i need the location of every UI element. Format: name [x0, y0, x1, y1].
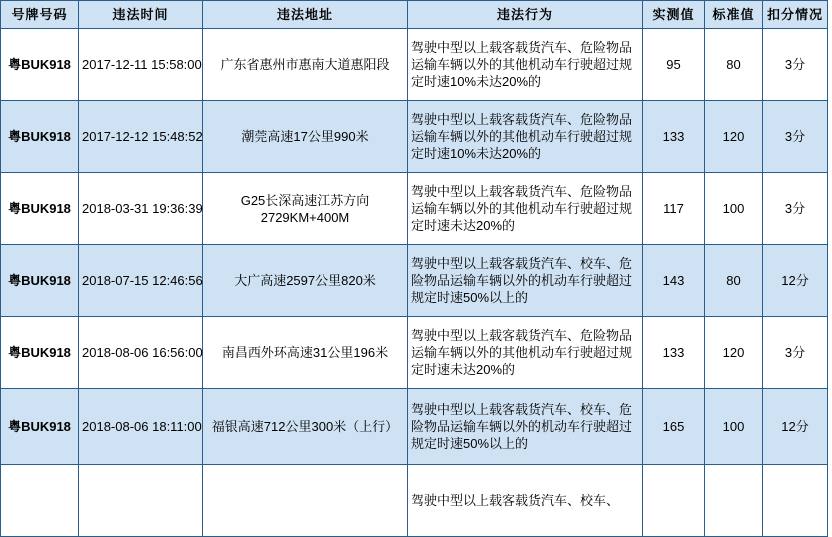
cell-address: 福银高速712公里300米（上行）	[203, 389, 408, 465]
cell-behavior: 驾驶中型以上载客载货汽车、危险物品运输车辆以外的其他机动车行驶超过规定时速未达20%的	[408, 173, 643, 245]
cell-address: 广东省惠州市惠南大道惠阳段	[203, 29, 408, 101]
cell-address	[203, 465, 408, 537]
cell-address: G25长深高速江苏方向2729KM+400M	[203, 173, 408, 245]
cell-measured	[643, 465, 705, 537]
table-row	[1, 173, 828, 245]
cell-behavior: 驾驶中型以上载客载货汽车、校车、	[408, 465, 643, 537]
table-row	[1, 245, 828, 317]
column-header-plate: 号牌号码	[1, 1, 79, 29]
table-body	[1, 29, 828, 537]
cell-plate: 粤BUK918	[1, 173, 79, 245]
header-row	[1, 1, 828, 29]
cell-time: 2018-08-06 18:11:00	[79, 389, 203, 465]
cell-standard: 120	[705, 317, 763, 389]
cell-standard: 100	[705, 173, 763, 245]
cell-points: 12分	[763, 245, 828, 317]
column-header-points: 扣分情况	[763, 1, 828, 29]
table-row	[1, 389, 828, 465]
table-row	[1, 29, 828, 101]
cell-time: 2018-07-15 12:46:56	[79, 245, 203, 317]
cell-points	[763, 465, 828, 537]
cell-behavior: 驾驶中型以上载客载货汽车、校车、危险物品运输车辆以外的机动车行驶超过规定时速50%以上的	[408, 389, 643, 465]
cell-measured: 133	[643, 317, 705, 389]
cell-points: 3分	[763, 317, 828, 389]
cell-points: 3分	[763, 101, 828, 173]
table-row	[1, 101, 828, 173]
column-header-address: 违法地址	[203, 1, 408, 29]
cell-measured: 165	[643, 389, 705, 465]
cell-time: 2018-08-06 16:56:00	[79, 317, 203, 389]
cell-standard: 100	[705, 389, 763, 465]
cell-points: 3分	[763, 173, 828, 245]
cell-measured: 117	[643, 173, 705, 245]
cell-measured: 95	[643, 29, 705, 101]
table-row	[1, 465, 828, 537]
column-header-measured: 实测值	[643, 1, 705, 29]
cell-measured: 143	[643, 245, 705, 317]
cell-points: 12分	[763, 389, 828, 465]
cell-plate: 粤BUK918	[1, 245, 79, 317]
cell-time: 2018-03-31 19:36:39	[79, 173, 203, 245]
cell-address: 潮莞高速17公里990米	[203, 101, 408, 173]
column-header-behavior: 违法行为	[408, 1, 643, 29]
cell-plate: 粤BUK918	[1, 29, 79, 101]
table-header	[1, 1, 828, 29]
cell-time	[79, 465, 203, 537]
column-header-time: 违法时间	[79, 1, 203, 29]
cell-plate	[1, 465, 79, 537]
cell-measured: 133	[643, 101, 705, 173]
cell-time: 2017-12-12 15:48:52	[79, 101, 203, 173]
column-header-standard: 标准值	[705, 1, 763, 29]
cell-plate: 粤BUK918	[1, 317, 79, 389]
table-row	[1, 317, 828, 389]
cell-standard: 120	[705, 101, 763, 173]
cell-behavior: 驾驶中型以上载客载货汽车、危险物品运输车辆以外的其他机动车行驶超过规定时速10%未达20%的	[408, 101, 643, 173]
cell-plate: 粤BUK918	[1, 101, 79, 173]
cell-address: 南昌西外环高速31公里196米	[203, 317, 408, 389]
cell-standard: 80	[705, 245, 763, 317]
cell-standard	[705, 465, 763, 537]
cell-plate: 粤BUK918	[1, 389, 79, 465]
cell-behavior: 驾驶中型以上载客载货汽车、校车、危险物品运输车辆以外的机动车行驶超过规定时速50%以上的	[408, 245, 643, 317]
cell-behavior: 驾驶中型以上载客载货汽车、危险物品运输车辆以外的其他机动车行驶超过规定时速未达20%的	[408, 317, 643, 389]
cell-standard: 80	[705, 29, 763, 101]
cell-points: 3分	[763, 29, 828, 101]
cell-address: 大广高速2597公里820米	[203, 245, 408, 317]
cell-behavior: 驾驶中型以上载客载货汽车、危险物品运输车辆以外的其他机动车行驶超过规定时速10%未达20%的	[408, 29, 643, 101]
cell-time: 2017-12-11 15:58:00	[79, 29, 203, 101]
